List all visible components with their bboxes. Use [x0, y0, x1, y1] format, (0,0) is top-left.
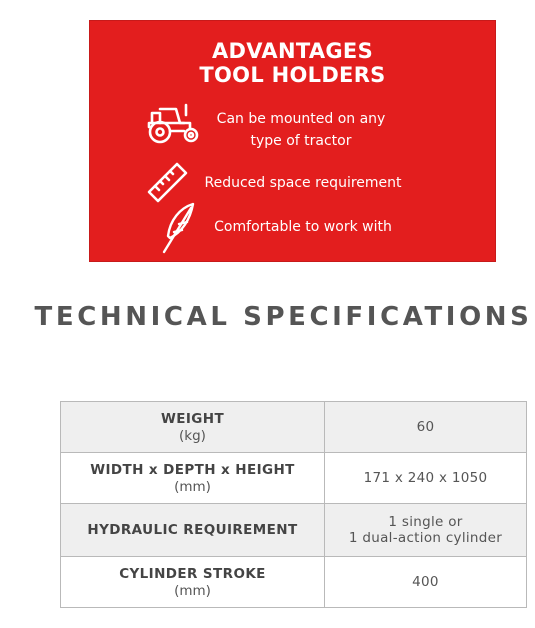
spec-label: CYLINDER STROKE	[119, 565, 266, 582]
spec-label: HYDRAULIC REQUIREMENT	[87, 521, 298, 538]
spec-value: 60	[416, 419, 435, 435]
spec-label-cell	[61, 504, 325, 557]
advantages-title	[90, 39, 495, 87]
spec-value-cell	[325, 453, 527, 504]
advantage-space-text	[192, 172, 414, 194]
advantages-box	[89, 20, 496, 262]
spec-unit: (kg)	[179, 427, 206, 444]
spec-value-cell	[325, 557, 527, 608]
tractor-icon	[146, 101, 202, 149]
spec-label-cell	[61, 402, 325, 453]
table-row	[61, 557, 527, 608]
advantage-mountable-text	[201, 108, 401, 152]
spec-label: WEIGHT	[160, 410, 225, 427]
spec-value-cell	[325, 402, 527, 453]
spec-value-cell	[325, 504, 527, 557]
spec-unit: (mm)	[174, 478, 211, 495]
spec-value: 400	[412, 574, 439, 590]
advantage-mountable-line2: type of tractor	[250, 133, 352, 149]
advantages-title-line2: TOOL HOLDERS	[199, 63, 386, 87]
feather-icon	[160, 202, 196, 258]
spec-unit: (mm)	[174, 582, 211, 599]
spec-value: 171 x 240 x 1050	[363, 470, 488, 486]
advantage-space-line1: Reduced space requirement	[204, 175, 402, 191]
spec-value: 1 single or	[388, 514, 463, 530]
advantage-comfort-line1: Comfortable to work with	[214, 219, 392, 235]
table-row	[61, 402, 527, 453]
advantage-mountable-line1: Can be mounted on any	[216, 111, 386, 127]
specifications-title: TECHNICAL SPECIFICATIONS	[34, 302, 533, 332]
advantages-title-line1: ADVANTAGES	[212, 39, 373, 63]
table-row	[61, 453, 527, 504]
spec-value-line2: 1 dual-action cylinder	[348, 530, 503, 546]
spec-label-cell	[61, 453, 325, 504]
specifications-table	[60, 401, 527, 608]
advantage-comfort-text	[200, 216, 406, 238]
spec-label-cell	[61, 557, 325, 608]
spec-label: WIDTH x DEPTH x HEIGHT	[90, 461, 295, 478]
table-row	[61, 504, 527, 557]
